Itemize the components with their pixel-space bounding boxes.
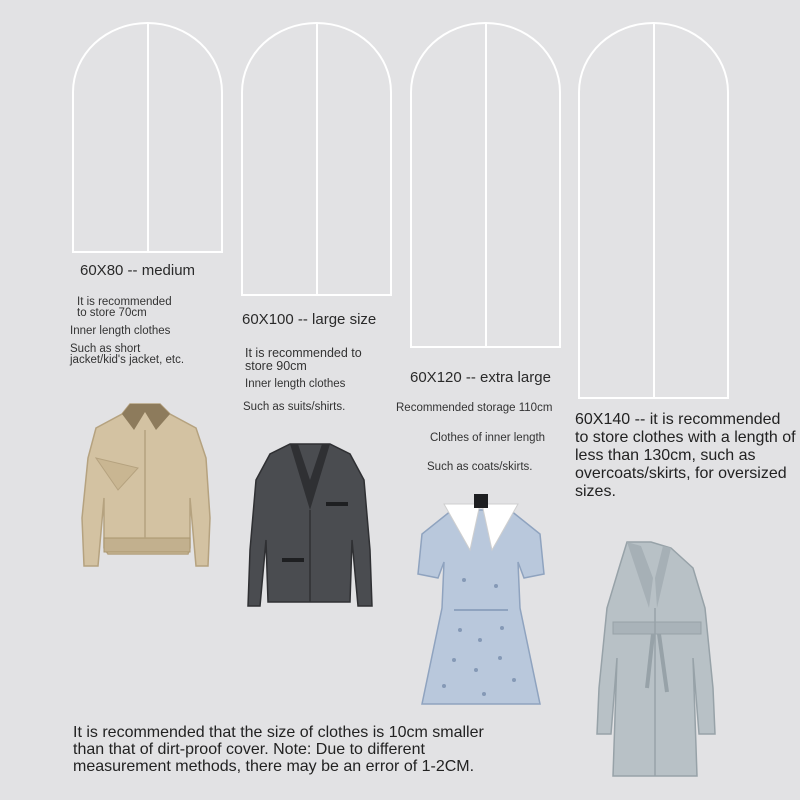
length-text: Clothes of inner length: [430, 432, 546, 444]
recommendation-text: store 90cm: [245, 359, 307, 373]
garment-bag-60x140: [578, 22, 729, 399]
length-text: Inner length clothes: [70, 325, 171, 337]
recommendation-text: to store 70cm: [77, 307, 147, 319]
recommendation-text: It is recommended: [77, 296, 172, 308]
recommendation-text: Recommended storage 110cm: [396, 402, 553, 414]
garment-bag-60x80: [72, 22, 223, 253]
recommendation-text: It is recommended to: [245, 346, 362, 360]
example-text: Such as short: [70, 343, 141, 355]
size-label-60x120: 60X120 -- extra large: [410, 369, 551, 386]
example-text: Such as suits/shirts.: [243, 401, 346, 413]
length-text: Inner length clothes: [245, 378, 346, 390]
zipper-line: [316, 24, 318, 294]
garment-bag-60x100: [241, 22, 392, 296]
example-text: Such as coats/skirts.: [427, 461, 533, 473]
zipper-line: [147, 24, 149, 251]
blazer-icon: [246, 440, 374, 610]
footer-note: It is recommended that the size of clothes is 10cm smaller than that of dirt-proof cover. Note: Due to different measurement methods, there may be an error of 1-2CM.: [73, 724, 484, 775]
zipper-line: [653, 24, 655, 397]
floral-dress-icon: [414, 490, 548, 712]
example-text: jacket/kid's jacket, etc.: [70, 354, 185, 366]
size-label-60x100: 60X100 -- large size: [242, 311, 377, 328]
zipper-line: [485, 24, 487, 346]
long-coat-icon: [593, 538, 721, 780]
size-label-60x80: 60X80 -- medium: [80, 262, 196, 279]
size-label-60x140: 60X140 -- it is recommended to store clothes with a length of less than 130cm, such as overcoats/skirts, for oversized sizes.: [575, 411, 796, 500]
trench-jacket-icon: [78, 398, 213, 570]
garment-bag-60x120: [410, 22, 561, 348]
